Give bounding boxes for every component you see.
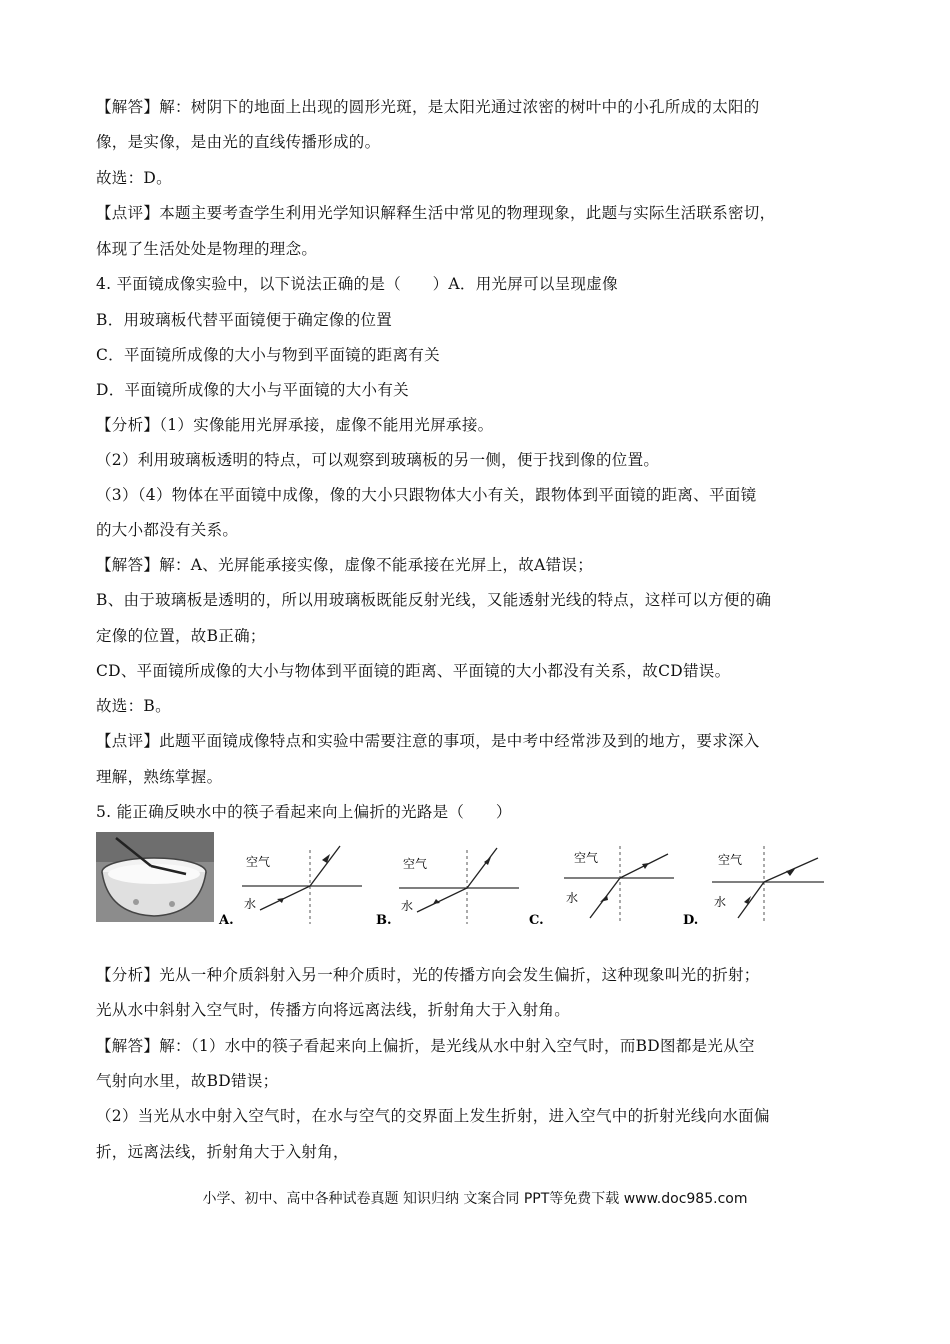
option-b-label: B. [376, 913, 392, 927]
option-c-label: C. [529, 913, 544, 927]
option-a-label: A. [219, 913, 234, 927]
text-line: 定像的位置，故B正确； [96, 627, 266, 645]
text-line: 【解答】解：树阴下的地面上出现的圆形光斑，是太阳光通过浓密的树叶中的小孔所成的太阳的 [96, 98, 760, 116]
air-label: 空气 [718, 853, 743, 867]
text-line: （3）（4）物体在平面镜中成像，像的大小只跟物体大小有关，跟物体到平面镜的距离、平面镜 [96, 486, 757, 504]
question-5-figures [96, 832, 856, 927]
air-label: 空气 [574, 851, 599, 865]
text-line: 折，远离法线，折射角大于入射角， [96, 1143, 349, 1161]
text-line: B、由于玻璃板是透明的，所以用玻璃板既能反射光线，又能透射光线的特点，这样可以方便的确 [96, 591, 772, 609]
text-line: D．平面镜所成像的大小与平面镜的大小有关 [96, 381, 409, 399]
text-line: 体现了生活处处是物理的理念。 [96, 240, 318, 258]
option-d-diagram [678, 832, 848, 927]
text-line: 【点评】本题主要考查学生利用光学知识解释生活中常见的物理现象，此题与实际生活联系密切， [96, 204, 776, 222]
chopsticks-bowl-photo [96, 832, 214, 922]
text-line: 【解答】解：A、光屏能承接实像，虚像不能承接在光屏上，故A错误； [96, 556, 593, 574]
water-label: 水 [401, 899, 414, 913]
text-line: 5. 能正确反映水中的筷子看起来向上偏折的光路是（ ） [96, 803, 512, 821]
text-line: 故选：B。 [96, 697, 171, 715]
text-line: 理解，熟练掌握。 [96, 768, 223, 786]
air-label: 空气 [403, 857, 428, 871]
option-d-label: D. [683, 913, 699, 927]
water-label: 水 [714, 895, 727, 909]
text-line: C．平面镜所成像的大小与物到平面镜的距离有关 [96, 346, 440, 364]
text-line: 像，是实像，是由光的直线传播形成的。 [96, 133, 381, 151]
text-line: 4. 平面镜成像实验中，以下说法正确的是（ ）A．用光屏可以呈现虚像 [96, 275, 618, 293]
option-c-diagram [524, 832, 684, 927]
text-line: （2）当光从水中射入空气时，在水与空气的交界面上发生折射，进入空气中的折射光线向水面偏 [96, 1107, 770, 1125]
text-line: （2）利用玻璃板透明的特点，可以观察到玻璃板的另一侧，便于找到像的位置。 [96, 451, 660, 469]
text-line: 气射向水里，故BD错误； [96, 1072, 279, 1090]
page-footer: 小学、初中、高中各种试卷真题 知识归纳 文案合同 PPT等免费下载 www.doc985.com [202, 1191, 748, 1207]
water-label: 水 [566, 891, 579, 905]
option-b-diagram [371, 832, 531, 927]
air-label: 空气 [246, 855, 271, 869]
text-line: B．用玻璃板代替平面镜便于确定像的位置 [96, 311, 393, 329]
text-line: 的大小都没有关系。 [96, 521, 239, 539]
text-line: 【分析】光从一种介质斜射入另一种介质时，光的传播方向会发生偏折，这种现象叫光的折射； [96, 966, 760, 984]
text-line: CD、平面镜所成像的大小与物体到平面镜的距离、平面镜的大小都没有关系，故CD错误。 [96, 662, 731, 680]
text-line: 【点评】此题平面镜成像特点和实验中需要注意的事项，是中考中经常涉及到的地方，要求深入 [96, 732, 760, 750]
option-a-diagram [214, 832, 374, 927]
water-label: 水 [244, 897, 257, 911]
text-line: 光从水中斜射入空气时，传播方向将远离法线，折射角大于入射角。 [96, 1001, 571, 1019]
text-line: 【解答】解：（1）水中的筷子看起来向上偏折，是光线从水中射入空气时，而BD图都是光从空 [96, 1037, 755, 1055]
text-line: 故选：D。 [96, 169, 172, 187]
text-line: 【分析】（1）实像能用光屏承接，虚像不能用光屏承接。 [96, 416, 494, 434]
